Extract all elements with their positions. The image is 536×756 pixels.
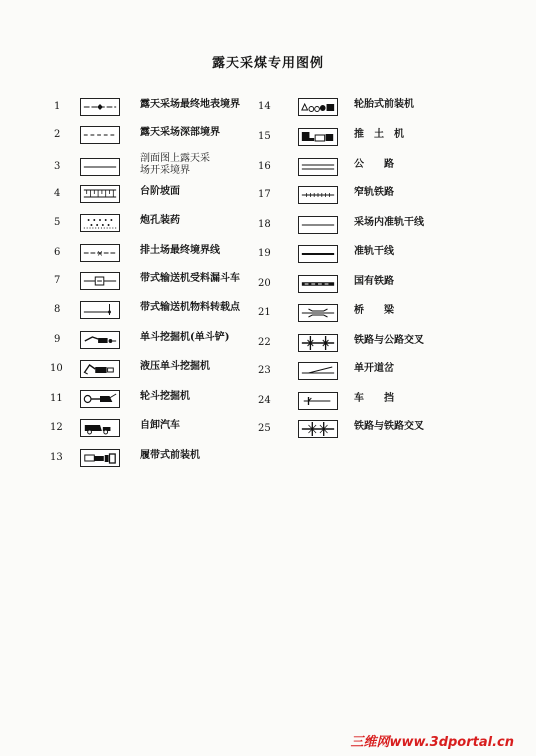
legend-number: 1 <box>54 101 61 112</box>
conveyor-transfer-icon <box>80 301 120 319</box>
legend-label: 车 挡 <box>354 393 394 404</box>
legend-item-3 <box>50 153 280 180</box>
national-rail-icon <box>298 275 338 293</box>
legend-number: 13 <box>50 452 63 463</box>
legend-label: 单开道岔 <box>354 363 394 374</box>
legend-number: 25 <box>258 423 271 434</box>
legend-item-17 <box>258 184 488 208</box>
legend-label: 带式输送机受料漏斗车 <box>140 273 240 284</box>
legend-label: 铁路与公路交叉 <box>354 335 424 346</box>
wheel-loader-icon <box>298 98 338 116</box>
legend-item-11 <box>50 388 280 412</box>
watermark-url: www.3dportal.cn <box>389 735 514 750</box>
legend-label: 露天采场深部境界 <box>140 127 220 138</box>
legend-item-2 <box>50 124 280 148</box>
legend-item-21 <box>258 302 488 326</box>
bench-slope-icon <box>80 185 120 203</box>
bulldozer-icon <box>298 128 338 146</box>
narrow-rail-icon <box>298 186 338 204</box>
legend-label: 单斗挖掘机(单斗铲) <box>140 332 230 343</box>
legend-label: 公 路 <box>354 159 394 170</box>
legend-number: 18 <box>258 219 271 230</box>
legend-item-7 <box>50 270 280 294</box>
legend-item-13 <box>50 447 280 471</box>
legend-label: 准轨干线 <box>354 246 394 257</box>
legend-item-14 <box>258 96 488 120</box>
legend-item-12 <box>50 417 280 441</box>
legend-number: 10 <box>50 363 63 374</box>
page-title: 露天采煤专用图例 <box>211 56 324 71</box>
legend-number: 4 <box>54 188 61 199</box>
legend-item-24 <box>258 390 488 414</box>
legend-item-9 <box>50 329 280 353</box>
line-dash-diamond-icon <box>80 98 120 116</box>
legend-label: 铁路与铁路交叉 <box>354 421 424 432</box>
solid-line-icon <box>80 158 120 176</box>
buffer-stop-icon <box>298 392 338 410</box>
legend-label: 履带式前装机 <box>140 450 200 461</box>
legend-number: 19 <box>258 248 271 259</box>
legend-item-23 <box>258 360 488 384</box>
legend-number: 11 <box>50 393 63 404</box>
dump-truck-icon <box>80 419 120 437</box>
legend-number: 17 <box>258 189 271 200</box>
legend-number: 3 <box>54 161 61 172</box>
legend-item-18 <box>258 214 488 238</box>
legend-number: 20 <box>258 278 271 289</box>
watermark-cn: 三维网 <box>350 735 390 750</box>
legend-number: 2 <box>54 129 61 140</box>
legend-number: 9 <box>54 334 61 345</box>
blast-holes-icon <box>80 214 120 232</box>
rail-rail-cross-icon <box>298 420 338 438</box>
legend-label: 露天采场最终地表境界 <box>140 99 240 110</box>
legend-label: 排土场最终境界线 <box>140 245 220 256</box>
legend-label: 轮斗挖掘机 <box>140 391 190 402</box>
legend-number: 16 <box>258 161 271 172</box>
legend-number: 22 <box>258 337 271 348</box>
legend-number: 7 <box>54 275 61 286</box>
line-dash-x-icon <box>80 244 120 262</box>
turnout-icon <box>298 362 338 380</box>
legend-label: 炮孔装药 <box>140 215 180 226</box>
legend-label: 剖面图上露天采 场开采境界 <box>140 153 210 176</box>
road-icon <box>298 158 338 176</box>
watermark <box>351 731 515 750</box>
legend-item-15 <box>258 126 488 150</box>
legend-item-25 <box>258 418 488 442</box>
legend-number: 21 <box>258 307 271 318</box>
hydraulic-shovel-icon <box>80 360 120 378</box>
legend-label: 液压单斗挖掘机 <box>140 361 210 372</box>
legend-number: 24 <box>258 395 271 406</box>
legend-label: 窄轨铁路 <box>354 187 394 198</box>
legend-label: 桥 梁 <box>354 305 394 316</box>
legend-number: 15 <box>258 131 271 142</box>
legend-item-22 <box>258 332 488 356</box>
legend-label: 采场内准轨干线 <box>354 217 424 228</box>
legend-item-6 <box>50 242 280 266</box>
rail-road-cross-icon <box>298 334 338 352</box>
solid-line-icon <box>298 216 338 234</box>
legend-item-20 <box>258 273 488 297</box>
legend-item-1 <box>50 96 280 120</box>
legend-label: 轮胎式前装机 <box>354 99 414 110</box>
legend-item-16 <box>258 156 488 180</box>
legend-label: 国有铁路 <box>354 276 394 287</box>
legend-number: 14 <box>258 101 271 112</box>
shovel-icon <box>80 331 120 349</box>
legend-item-8 <box>50 299 280 323</box>
legend-label: 带式输送机物料转载点 <box>140 302 240 313</box>
crawler-loader-icon <box>80 449 120 467</box>
legend-number: 23 <box>258 365 271 376</box>
legend-label: 自卸汽车 <box>140 420 180 431</box>
svg-text:×: × <box>96 248 104 259</box>
bucket-wheel-icon <box>80 390 120 408</box>
thick-line-icon <box>298 245 338 263</box>
legend-label: 推 土 机 <box>354 129 404 140</box>
legend-number: 5 <box>54 217 61 228</box>
legend-number: 12 <box>50 422 63 433</box>
legend-number: 8 <box>54 304 61 315</box>
legend-item-5 <box>50 212 280 236</box>
legend-item-4 <box>50 183 280 207</box>
legend-label: 台阶坡面 <box>140 186 180 197</box>
dashed-line-icon <box>80 126 120 144</box>
legend-item-19 <box>258 243 488 267</box>
legend-number: 6 <box>54 247 61 258</box>
legend-item-10 <box>50 358 280 382</box>
bridge-icon <box>298 304 338 322</box>
conveyor-hopper-icon <box>80 272 120 290</box>
